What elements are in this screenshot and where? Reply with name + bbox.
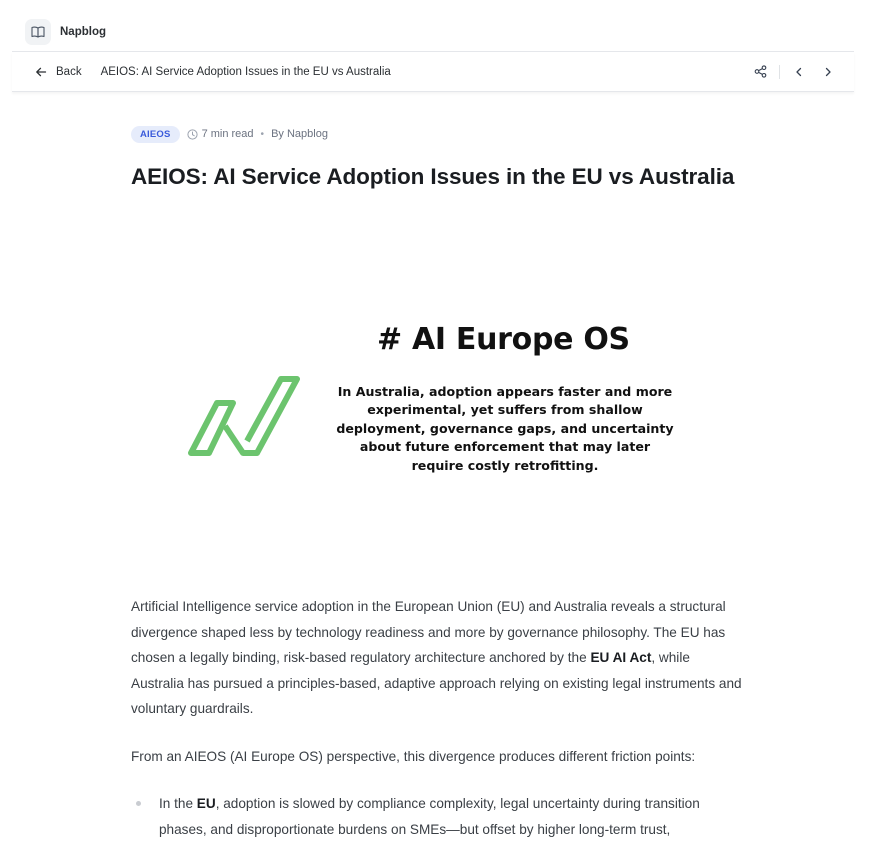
hero-text: In Australia, adoption appears faster and more experimental, yet suffers from shallow deployment, governance gaps, and uncertainty about future enforcement that may later require costly retrofitting. — [336, 384, 674, 473]
aieos-logo-icon — [183, 373, 308, 459]
app-name[interactable]: Napblog — [60, 25, 106, 38]
chevron-left-icon[interactable] — [789, 62, 809, 82]
article-navbar — [12, 52, 854, 92]
paragraph-intro — [131, 594, 743, 722]
meta-separator: • — [260, 128, 265, 140]
list-item — [131, 791, 743, 842]
hero-heading: # AI Europe OS — [377, 322, 630, 357]
clock-icon — [187, 129, 198, 140]
article-header — [131, 125, 741, 191]
bullet-list — [131, 791, 743, 842]
share-icon[interactable] — [750, 62, 770, 82]
paragraph-text: Artificial Intelligence service adoption in the European Union (EU) and Australia reveals a structural divergence shaped less by technology readiness and more by governance philosophy. The EU has chosen a legally binding, risk-based regulatory architecture anchored by the — [131, 599, 726, 665]
author: By Napblog — [271, 128, 328, 140]
list-item-text: In the — [159, 796, 197, 811]
hero-image — [131, 270, 741, 560]
bold-term: EU — [196, 796, 216, 811]
back-label: Back — [56, 65, 82, 78]
back-button[interactable] — [35, 66, 82, 78]
bold-term: EU AI Act — [590, 650, 652, 665]
category-tag[interactable]: AIEOS — [131, 126, 180, 143]
article-meta — [131, 125, 741, 143]
arrow-left-icon — [35, 66, 47, 78]
list-item-text: , adoption is slowed by compliance complexity, legal uncertainty during transition phases, and disproportionate burdens on SMEs—but offset by higher long-term trust, — [159, 796, 700, 837]
nav-divider — [779, 65, 780, 79]
read-time: 7 min read — [201, 128, 254, 140]
app-header — [12, 12, 854, 52]
paragraph-text: , while Australia has pursued a principles-based, adaptive approach relying on existing legal instruments and voluntary guardrails. — [131, 650, 742, 716]
paragraph-perspective: From an AIEOS (AI Europe OS) perspective, this divergence produces different friction points: — [131, 748, 696, 764]
article-body — [131, 594, 743, 842]
nav-article-title: AEIOS: AI Service Adoption Issues in the EU vs Australia — [100, 65, 391, 78]
article-title: AEIOS: AI Service Adoption Issues in the EU vs Australia — [131, 164, 735, 189]
chevron-right-icon[interactable] — [818, 62, 838, 82]
nav-actions — [750, 62, 838, 82]
book-open-icon[interactable] — [25, 19, 51, 45]
